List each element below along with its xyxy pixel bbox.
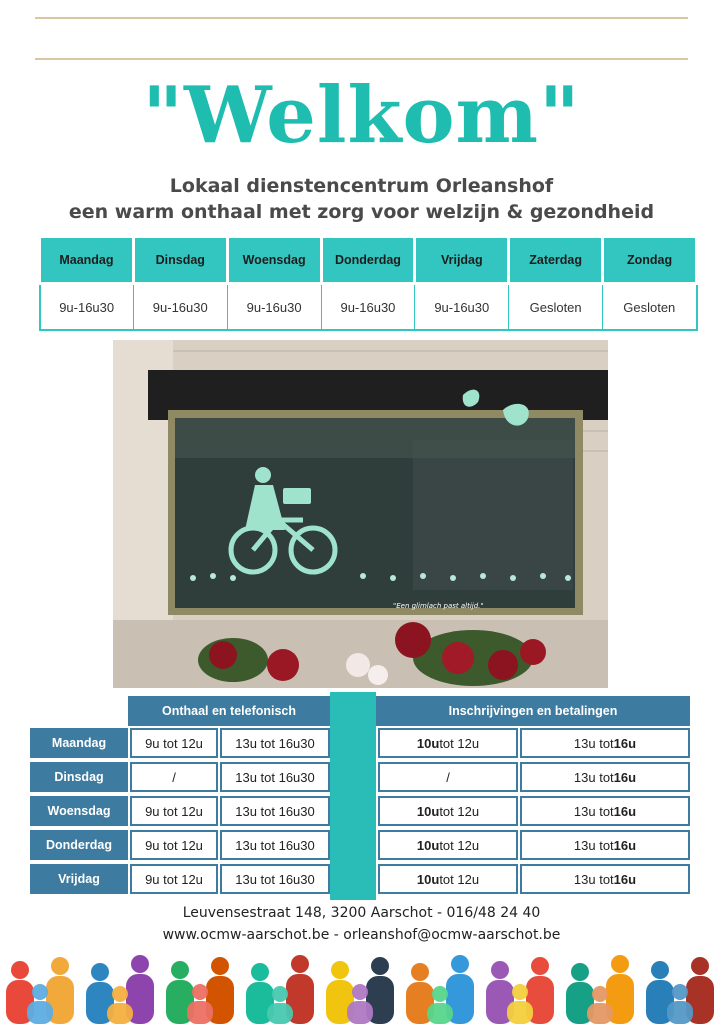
schedule-day: Donderdag bbox=[30, 830, 128, 860]
registration-afternoon: 13u tot 16u bbox=[520, 762, 690, 792]
subtitle-line-2: een warm onthaal met zorg voor welzijn & gezondheid bbox=[68, 201, 655, 223]
page-title: "Welkom" bbox=[142, 70, 581, 161]
hours-cell: 9u-16u30 bbox=[133, 284, 227, 331]
registration-afternoon: 13u tot 16u bbox=[520, 864, 690, 894]
top-rule-2 bbox=[35, 58, 688, 60]
reception-afternoon: 13u tot 16u30 bbox=[220, 830, 330, 860]
registration-morning: 10u tot 12u bbox=[378, 864, 518, 894]
day-header: Vrijdag bbox=[415, 237, 509, 284]
reception-morning: 9u tot 12u bbox=[130, 796, 218, 826]
opening-hours-values-row bbox=[40, 284, 697, 331]
day-header: Zondag bbox=[603, 237, 697, 284]
schedule-day: Woensdag bbox=[30, 796, 128, 826]
schedule-day: Vrijdag bbox=[30, 864, 128, 894]
hours-cell: 9u-16u30 bbox=[227, 284, 321, 331]
schedule-day: Dinsdag bbox=[30, 762, 128, 792]
registration-morning: / bbox=[378, 762, 518, 792]
hours-cell: 9u-16u30 bbox=[321, 284, 415, 331]
reception-morning: 9u tot 12u bbox=[130, 830, 218, 860]
reception-morning: 9u tot 12u bbox=[130, 728, 218, 758]
opening-hours-header-row bbox=[40, 237, 697, 284]
footer-address: Leuvensestraat 148, 3200 Aarschot - 016/48 24 40 bbox=[182, 905, 541, 921]
registration-morning: 10u tot 12u bbox=[378, 830, 518, 860]
storefront-photo bbox=[113, 340, 608, 688]
registration-afternoon: 13u tot 16u bbox=[520, 796, 690, 826]
registration-morning: 10u tot 12u bbox=[378, 728, 518, 758]
day-header: Donderdag bbox=[321, 237, 415, 284]
day-header: Zaterdag bbox=[509, 237, 603, 284]
subtitle-line-1: Lokaal dienstencentrum Orleanshof bbox=[169, 175, 554, 197]
reception-morning: 9u tot 12u bbox=[130, 864, 218, 894]
registration-morning: 10u tot 12u bbox=[378, 796, 518, 826]
reception-afternoon: 13u tot 16u30 bbox=[220, 762, 330, 792]
schedule-divider bbox=[330, 692, 376, 900]
registration-afternoon: 13u tot 16u bbox=[520, 830, 690, 860]
storefront-illustration bbox=[113, 340, 608, 688]
footer-web: www.ocmw-aarschot.be - orleanshof@ocmw-aarschot.be bbox=[162, 927, 561, 943]
opening-hours-table bbox=[38, 235, 698, 331]
hours-cell: 9u-16u30 bbox=[40, 284, 134, 331]
registration-afternoon: 13u tot 16u bbox=[520, 728, 690, 758]
crowd-illustration bbox=[0, 940, 723, 1024]
hours-cell: Gesloten bbox=[603, 284, 697, 331]
day-header: Maandag bbox=[40, 237, 134, 284]
reception-afternoon: 13u tot 16u30 bbox=[220, 728, 330, 758]
top-rule-1 bbox=[35, 17, 688, 19]
reception-afternoon: 13u tot 16u30 bbox=[220, 796, 330, 826]
reception-morning: / bbox=[130, 762, 218, 792]
schedule-section bbox=[30, 692, 690, 900]
day-header: Woensdag bbox=[227, 237, 321, 284]
hours-cell: 9u-16u30 bbox=[415, 284, 509, 331]
reception-afternoon: 13u tot 16u30 bbox=[220, 864, 330, 894]
crowd-silhouettes bbox=[0, 940, 723, 1024]
window-lettering: "Een glimlach past altijd." bbox=[393, 602, 484, 610]
hours-cell: Gesloten bbox=[509, 284, 603, 331]
schedule-header-right: Inschrijvingen en betalingen bbox=[376, 696, 690, 726]
schedule-day: Maandag bbox=[30, 728, 128, 758]
day-header: Dinsdag bbox=[133, 237, 227, 284]
schedule-header-left: Onthaal en telefonisch bbox=[128, 696, 330, 726]
